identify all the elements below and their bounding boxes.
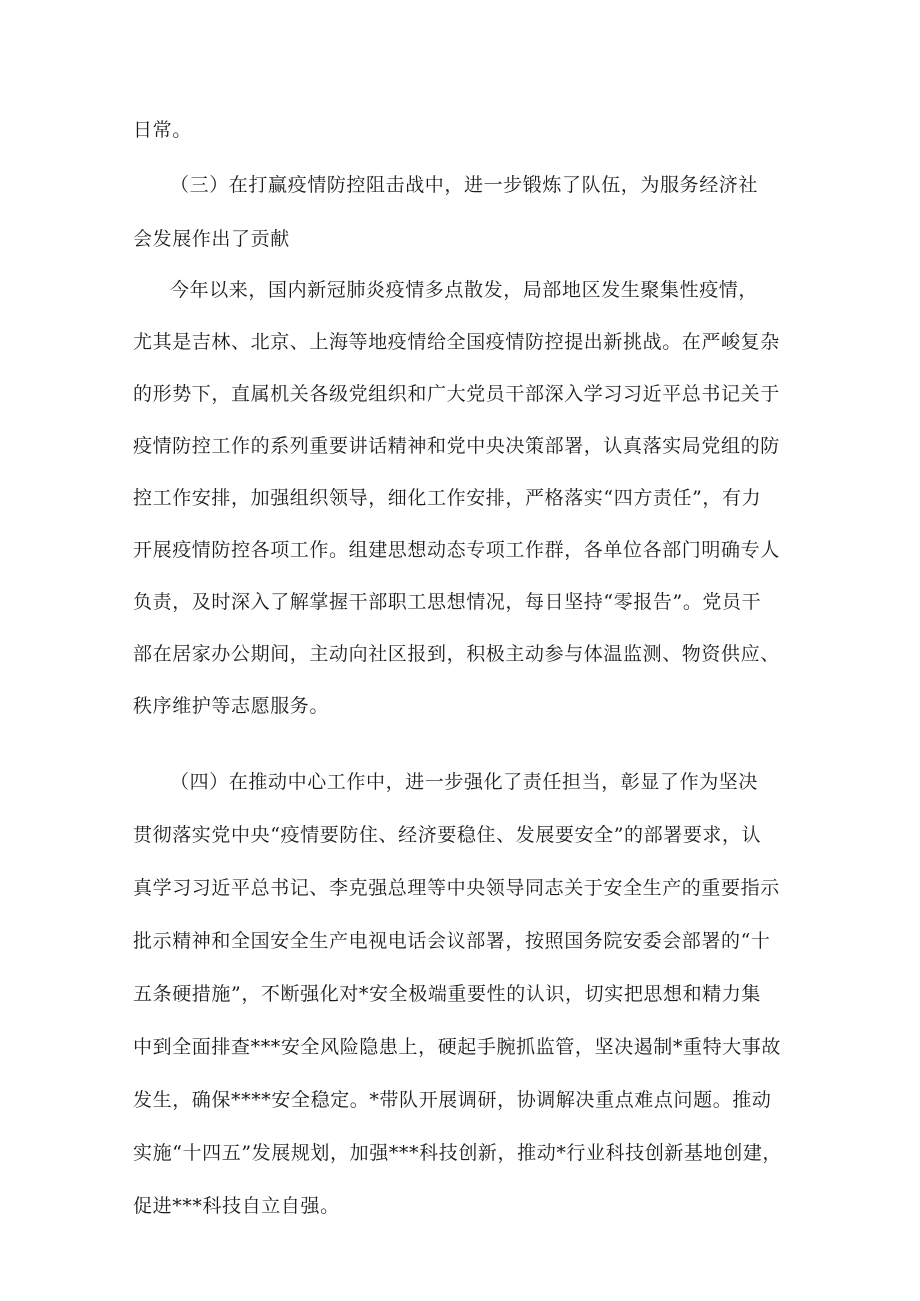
text-line: 实施“十四五”发展规划，加强***科技创新，推动*行业科技创新基地创建， xyxy=(133,1142,783,1164)
text-line: 疫情防控工作的系列重要讲话精神和党中央决策部署，认真落实局党组的防 xyxy=(133,435,780,457)
text-line: 贯彻落实党中央“疫情要防住、经济要稳住、发展要安全”的部署要求，认 xyxy=(133,824,762,846)
text-line: 日常。 xyxy=(133,119,192,141)
text-line: 中到全面排查***安全风险隐患上，硬起手腕抓监管，坚决遏制*重特大事故 xyxy=(133,1036,782,1058)
text-line: 秩序维护等志愿服务。 xyxy=(133,695,330,717)
text-line: 发生，确保****安全稳定。*带队开展调研，协调解决重点难点问题。推动 xyxy=(133,1089,772,1111)
text-line: 今年以来，国内新冠肺炎疫情多点散发，局部地区发生聚集性疫情， xyxy=(170,279,759,301)
section-heading: （三）在打赢疫情防控阻击战中，进一步锻炼了队伍，为服务经济社 xyxy=(170,174,759,196)
text-line: 负责，及时深入了解掌握干部职工思想情况，每日坚持“零报告”。党员干 xyxy=(133,591,762,613)
text-line: 批示精神和全国安全生产电视电话会议部署，按照国务院安委会部署的“十 xyxy=(133,930,771,952)
text-line: 尤其是吉林、北京、上海等地疫情给全国疫情防控提出新挑战。在严峻复杂 xyxy=(133,331,780,353)
text-line: 五条硬措施”，不断强化对*安全极端重要性的认识，切实把思想和精力集 xyxy=(133,983,762,1005)
section-heading-continued: 会发展作出了贡献 xyxy=(133,228,290,250)
text-line: 开展疫情防控各项工作。组建思想动态专项工作群，各单位各部门明确专人 xyxy=(133,539,780,561)
text-line: 控工作安排，加强组织领导，细化工作安排，严格落实“四方责任”，有力 xyxy=(133,487,762,509)
section-heading: （四）在推动中心工作中，进一步强化了责任担当，彰显了作为坚决 xyxy=(170,771,759,793)
text-line: 真学习习近平总书记、李克强总理等中央领导同志关于安全生产的重要指示 xyxy=(133,877,780,899)
text-line: 部在居家办公期间，主动向社区报到，积极主动参与体温监测、物资供应、 xyxy=(133,643,780,665)
text-line: 的形势下，直属机关各级党组织和广大党员干部深入学习习近平总书记关于 xyxy=(133,383,780,405)
text-line: 促进***科技自立自强。 xyxy=(133,1195,340,1217)
